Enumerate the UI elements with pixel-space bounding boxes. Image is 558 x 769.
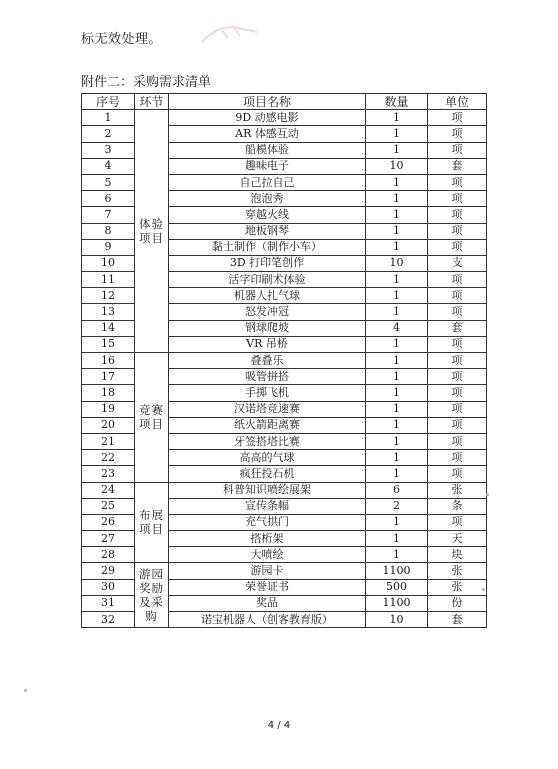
cell-serial-number: 29 bbox=[82, 563, 135, 579]
table-row bbox=[82, 110, 487, 126]
cell-item-name: 穿越火线 bbox=[169, 207, 366, 223]
cell-serial-number: 21 bbox=[82, 433, 135, 449]
table-row bbox=[82, 563, 487, 579]
cell-quantity: 1 bbox=[366, 191, 428, 207]
cell-unit: 项 bbox=[428, 272, 487, 288]
cell-serial-number: 12 bbox=[82, 288, 135, 304]
cell-item-name: 游园卡 bbox=[169, 563, 366, 579]
seal-stamp-fragment bbox=[198, 22, 260, 48]
cell-serial-number: 9 bbox=[82, 239, 135, 255]
cell-quantity: 6 bbox=[366, 482, 428, 498]
cell-item-name: 叠叠乐 bbox=[169, 353, 366, 369]
cell-quantity: 1 bbox=[366, 547, 428, 563]
cell-serial-number: 25 bbox=[82, 498, 135, 514]
cell-quantity: 1 bbox=[366, 174, 428, 190]
table-header-row bbox=[82, 94, 487, 110]
cell-unit: 张 bbox=[428, 482, 487, 498]
cell-serial-number: 28 bbox=[82, 547, 135, 563]
cell-serial-number: 5 bbox=[82, 174, 135, 190]
cell-item-name: 吸管拼搭 bbox=[169, 369, 366, 385]
cell-quantity: 10 bbox=[366, 612, 428, 628]
cell-unit: 项 bbox=[428, 126, 487, 142]
cell-item-name: 9D 动感电影 bbox=[169, 110, 366, 126]
cell-serial-number: 20 bbox=[82, 417, 135, 433]
cell-unit: 天 bbox=[428, 531, 487, 547]
cell-unit: 项 bbox=[428, 369, 487, 385]
cell-serial-number: 30 bbox=[82, 579, 135, 595]
cell-stage: 体验项目 bbox=[135, 110, 169, 353]
cell-unit: 份 bbox=[428, 595, 487, 611]
cell-quantity: 1 bbox=[366, 417, 428, 433]
header-quantity: 数量 bbox=[366, 94, 428, 110]
cell-quantity: 1 bbox=[366, 126, 428, 142]
scan-speck bbox=[486, 493, 489, 496]
cell-unit: 块 bbox=[428, 547, 487, 563]
cell-item-name: 3D 打印笔创作 bbox=[169, 255, 366, 271]
cell-unit: 项 bbox=[428, 417, 487, 433]
cell-item-name: 趣味电子 bbox=[169, 158, 366, 174]
cell-serial-number: 8 bbox=[82, 223, 135, 239]
cell-item-name: 科普知识喷绘展架 bbox=[169, 482, 366, 498]
table-row bbox=[82, 482, 487, 498]
cell-unit: 套 bbox=[428, 612, 487, 628]
cell-unit: 项 bbox=[428, 191, 487, 207]
cell-stage: 竞赛项目 bbox=[135, 353, 169, 483]
cell-stage: 布展项目 bbox=[135, 482, 169, 563]
cell-quantity: 1 bbox=[366, 223, 428, 239]
procurement-requirements-table bbox=[81, 93, 487, 628]
cell-quantity: 1 bbox=[366, 272, 428, 288]
cell-item-name: 搭桁架 bbox=[169, 531, 366, 547]
cell-unit: 项 bbox=[428, 142, 487, 158]
cell-serial-number: 19 bbox=[82, 401, 135, 417]
cell-stage: 游园奖励及采购 bbox=[135, 563, 169, 628]
cell-serial-number: 31 bbox=[82, 595, 135, 611]
cell-quantity: 1 bbox=[366, 531, 428, 547]
cell-unit: 项 bbox=[428, 514, 487, 530]
cell-unit: 项 bbox=[428, 223, 487, 239]
cell-unit: 项 bbox=[428, 353, 487, 369]
cell-quantity: 1 bbox=[366, 207, 428, 223]
cell-item-name: 诺宝机器人（创客教育版） bbox=[169, 612, 366, 628]
cell-serial-number: 18 bbox=[82, 385, 135, 401]
cell-item-name: 荣誉证书 bbox=[169, 579, 366, 595]
cell-quantity: 1 bbox=[366, 110, 428, 126]
cell-quantity: 1100 bbox=[366, 563, 428, 579]
cell-quantity: 1 bbox=[366, 304, 428, 320]
cell-unit: 条 bbox=[428, 498, 487, 514]
cell-quantity: 1 bbox=[366, 142, 428, 158]
cell-quantity: 1 bbox=[366, 466, 428, 482]
cell-unit: 项 bbox=[428, 288, 487, 304]
cell-item-name: 牙签搭塔比赛 bbox=[169, 433, 366, 449]
cell-serial-number: 10 bbox=[82, 255, 135, 271]
cell-serial-number: 15 bbox=[82, 336, 135, 352]
cell-serial-number: 13 bbox=[82, 304, 135, 320]
cell-serial-number: 32 bbox=[82, 612, 135, 628]
cell-serial-number: 2 bbox=[82, 126, 135, 142]
cell-item-name: 地板钢琴 bbox=[169, 223, 366, 239]
cell-quantity: 1 bbox=[366, 385, 428, 401]
cell-serial-number: 22 bbox=[82, 450, 135, 466]
cell-serial-number: 14 bbox=[82, 320, 135, 336]
cell-item-name: 泡泡秀 bbox=[169, 191, 366, 207]
header-stage: 环节 bbox=[135, 94, 169, 110]
cell-unit: 项 bbox=[428, 110, 487, 126]
cell-serial-number: 23 bbox=[82, 466, 135, 482]
cell-item-name: 活字印刷术体验 bbox=[169, 272, 366, 288]
cell-unit: 张 bbox=[428, 579, 487, 595]
table-row bbox=[82, 353, 487, 369]
cell-serial-number: 3 bbox=[82, 142, 135, 158]
cell-unit: 项 bbox=[428, 239, 487, 255]
cell-quantity: 1 bbox=[366, 450, 428, 466]
cell-quantity: 1 bbox=[366, 288, 428, 304]
cell-item-name: 钢球爬坡 bbox=[169, 320, 366, 336]
cell-item-name: 纸火箭距离赛 bbox=[169, 417, 366, 433]
cell-quantity: 1 bbox=[366, 353, 428, 369]
cell-unit: 项 bbox=[428, 450, 487, 466]
cell-item-name: 自己拉自己 bbox=[169, 174, 366, 190]
cell-quantity: 1 bbox=[366, 239, 428, 255]
cell-quantity: 500 bbox=[366, 579, 428, 595]
cell-item-name: 黏土制作（制作小车） bbox=[169, 239, 366, 255]
cell-item-name: 怒发冲冠 bbox=[169, 304, 366, 320]
scan-speck bbox=[24, 689, 27, 692]
cell-unit: 项 bbox=[428, 174, 487, 190]
continued-text: 标无效处理。 bbox=[81, 32, 163, 47]
page-number: 4 / 4 bbox=[267, 720, 291, 731]
cell-serial-number: 17 bbox=[82, 369, 135, 385]
cell-unit: 项 bbox=[428, 336, 487, 352]
cell-serial-number: 16 bbox=[82, 353, 135, 369]
cell-unit: 项 bbox=[428, 304, 487, 320]
cell-quantity: 2 bbox=[366, 498, 428, 514]
cell-quantity: 1 bbox=[366, 336, 428, 352]
cell-unit: 套 bbox=[428, 320, 487, 336]
cell-serial-number: 4 bbox=[82, 158, 135, 174]
header-unit: 单位 bbox=[428, 94, 487, 110]
header-item-name: 项目名称 bbox=[169, 94, 366, 110]
cell-serial-number: 1 bbox=[82, 110, 135, 126]
cell-item-name: AR 体感互动 bbox=[169, 126, 366, 142]
cell-unit: 项 bbox=[428, 433, 487, 449]
cell-item-name: 疯狂投石机 bbox=[169, 466, 366, 482]
cell-item-name: 大喷绘 bbox=[169, 547, 366, 563]
attachment-title: 附件二：采购需求清单 bbox=[81, 75, 212, 90]
cell-unit: 项 bbox=[428, 401, 487, 417]
cell-unit: 项 bbox=[428, 385, 487, 401]
cell-item-name: 高高的气球 bbox=[169, 450, 366, 466]
cell-quantity: 1 bbox=[366, 401, 428, 417]
cell-quantity: 10 bbox=[366, 158, 428, 174]
cell-serial-number: 24 bbox=[82, 482, 135, 498]
cell-unit: 张 bbox=[428, 563, 487, 579]
cell-quantity: 1 bbox=[366, 369, 428, 385]
cell-unit: 支 bbox=[428, 255, 487, 271]
cell-item-name: VR 吊桥 bbox=[169, 336, 366, 352]
header-serial-number: 序号 bbox=[82, 94, 135, 110]
cell-item-name: 宣传条幅 bbox=[169, 498, 366, 514]
cell-serial-number: 27 bbox=[82, 531, 135, 547]
cell-serial-number: 6 bbox=[82, 191, 135, 207]
cell-item-name: 奖品 bbox=[169, 595, 366, 611]
cell-quantity: 10 bbox=[366, 255, 428, 271]
cell-item-name: 机器人扎气球 bbox=[169, 288, 366, 304]
cell-unit: 套 bbox=[428, 158, 487, 174]
cell-item-name: 手掷飞机 bbox=[169, 385, 366, 401]
cell-quantity: 1100 bbox=[366, 595, 428, 611]
scan-speck bbox=[482, 588, 485, 591]
cell-item-name: 船模体验 bbox=[169, 142, 366, 158]
cell-serial-number: 26 bbox=[82, 514, 135, 530]
cell-quantity: 1 bbox=[366, 433, 428, 449]
cell-quantity: 1 bbox=[366, 514, 428, 530]
cell-quantity: 4 bbox=[366, 320, 428, 336]
cell-item-name: 汉诺塔竞速赛 bbox=[169, 401, 366, 417]
cell-serial-number: 11 bbox=[82, 272, 135, 288]
cell-unit: 项 bbox=[428, 207, 487, 223]
cell-item-name: 充气拱门 bbox=[169, 514, 366, 530]
cell-unit: 项 bbox=[428, 466, 487, 482]
cell-serial-number: 7 bbox=[82, 207, 135, 223]
